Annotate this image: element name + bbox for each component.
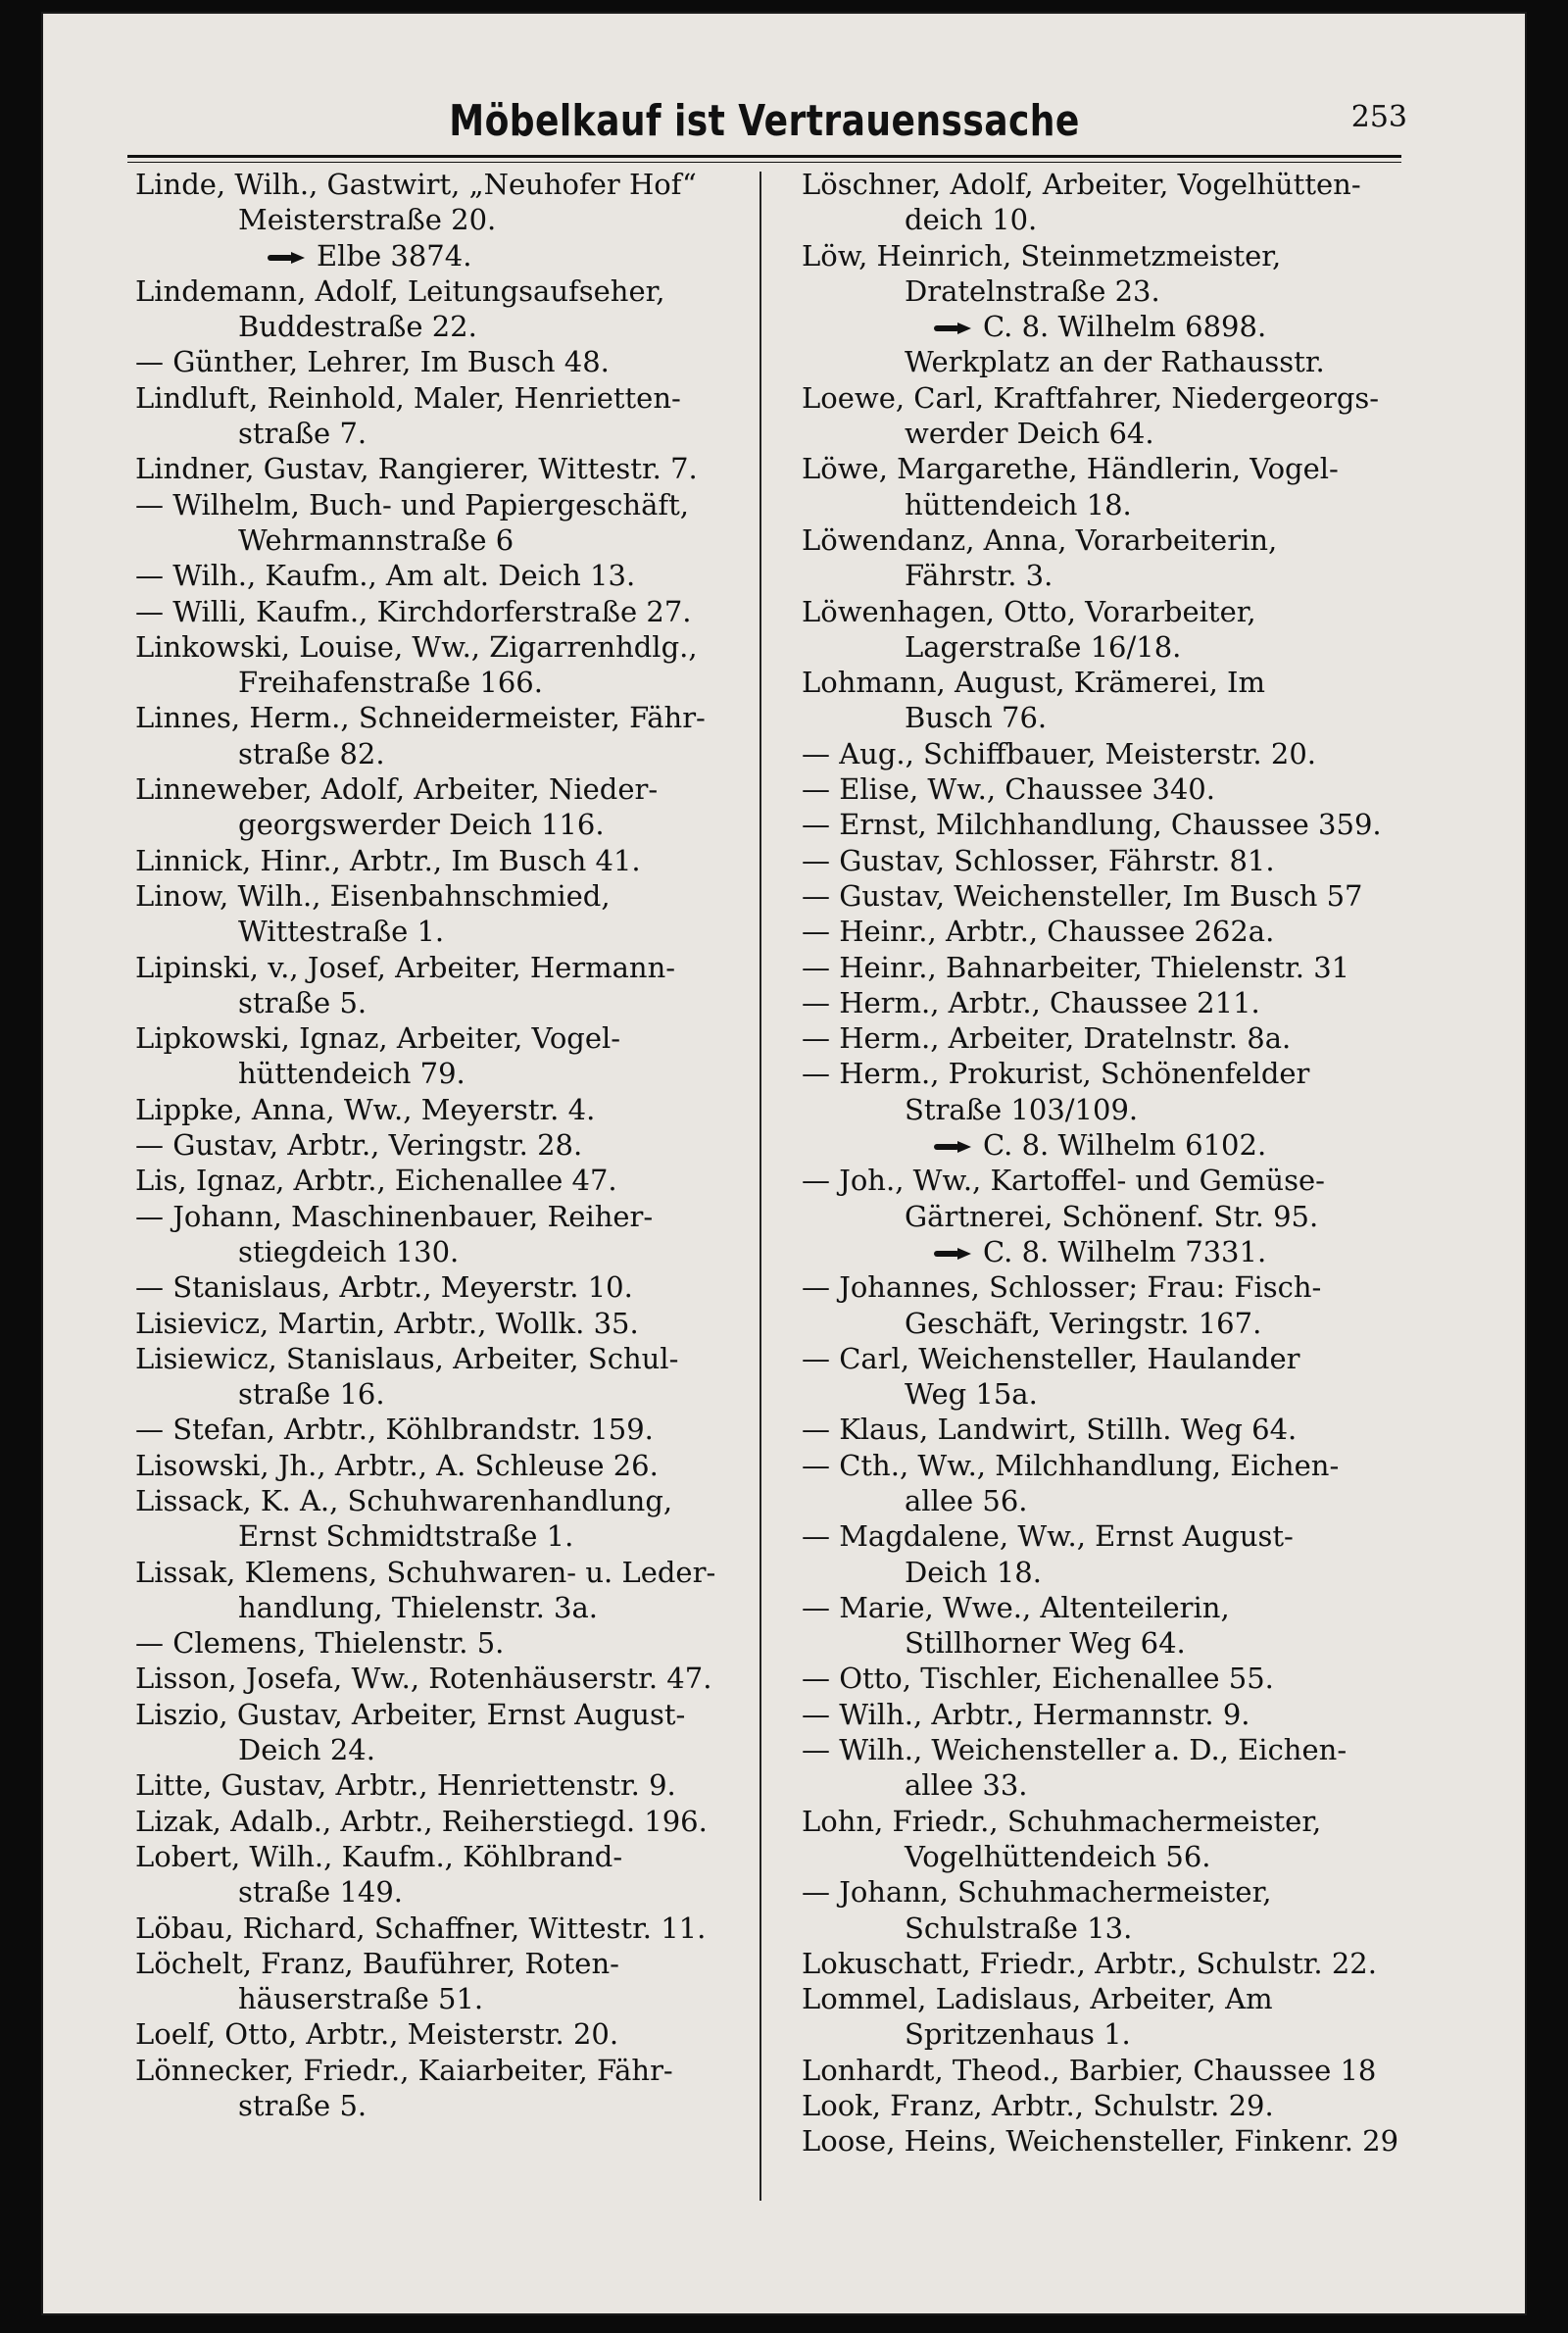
directory-entry <box>802 950 1419 985</box>
entry-text: — Marie, Wwe., Altenteilerin, <box>802 1590 1230 1624</box>
entry-text: Lohn, Friedr., Schuhmachermeister, <box>802 1804 1322 1838</box>
entry-text: Lohmann, August, Krämerei, Im <box>802 666 1265 700</box>
entry-continuation <box>802 700 1419 735</box>
directory-entry <box>802 238 1419 273</box>
entry-continuation <box>802 1767 1419 1803</box>
directory-entry <box>802 167 1419 202</box>
directory-entry <box>135 1163 753 1198</box>
entry-continuation <box>135 914 753 949</box>
entry-text: Linnick, Hinr., Arbtr., Im Busch 41. <box>135 843 641 877</box>
entry-continuation <box>135 1056 753 1091</box>
telephone-icon <box>934 323 973 334</box>
entry-text: Lindluft, Reinhold, Maler, Henrietten- <box>135 380 681 415</box>
entry-continuation <box>802 1555 1419 1590</box>
directory-entry <box>135 1911 753 1946</box>
entry-text: Lommel, Ladislaus, Arbeiter, Am <box>802 1982 1273 2016</box>
entry-text: Linow, Wilh., Eisenbahnschmied, <box>135 878 611 913</box>
directory-entry <box>135 167 753 202</box>
directory-entry <box>135 273 753 309</box>
directory-entry <box>135 380 753 416</box>
directory-entry <box>802 2088 1419 2123</box>
directory-entry <box>135 1092 753 1127</box>
entry-continuation <box>135 202 753 237</box>
directory-entry <box>135 700 753 735</box>
entry-text: — Stanislaus, Arbtr., Meyerstr. 10. <box>135 1270 633 1305</box>
entry-text: allee 33. <box>905 1768 1028 1803</box>
entry-text: — Heinr., Arbtr., Chaussee 262a. <box>802 915 1275 949</box>
directory-entry <box>802 771 1419 807</box>
entry-text: — Willi, Kaufm., Kirchdorferstraße 27. <box>135 594 692 628</box>
page-header <box>127 90 1407 159</box>
entry-text: — Gustav, Arbtr., Veringstr. 28. <box>135 1128 583 1163</box>
directory-entry <box>135 1767 753 1803</box>
directory-entry <box>135 2053 753 2088</box>
entry-text: Vogelhüttendeich 56. <box>905 1839 1211 1873</box>
entry-continuation <box>802 1092 1419 1127</box>
entry-continuation <box>135 985 753 1020</box>
directory-entry <box>135 629 753 665</box>
entry-continuation <box>135 309 753 344</box>
entry-continuation <box>802 273 1419 309</box>
telephone-line <box>135 238 753 273</box>
directory-entry <box>802 1661 1419 1696</box>
directory-entry <box>135 1269 753 1305</box>
entry-continuation <box>135 2088 753 2123</box>
entry-continuation <box>135 1874 753 1910</box>
entry-continuation <box>802 344 1419 379</box>
entry-text: hüttendeich 79. <box>238 1057 466 1091</box>
directory-entry <box>802 1020 1419 1056</box>
entry-text: — Wilh., Arbtr., Hermannstr. 9. <box>802 1697 1250 1731</box>
directory-entry <box>135 1127 753 1163</box>
entry-continuation <box>802 2016 1419 2052</box>
entry-text: Gärtnerei, Schönenf. Str. 95. <box>905 1199 1319 1233</box>
entry-text: — Wilh., Kaufm., Am alt. Deich 13. <box>135 559 636 593</box>
entry-continuation <box>802 202 1419 237</box>
entry-text: — Herm., Arbtr., Chaussee 211. <box>802 985 1260 1019</box>
entry-text: Linneweber, Adolf, Arbeiter, Nieder- <box>135 772 659 807</box>
entry-continuation <box>802 1911 1419 1946</box>
entry-text: werder Deich 64. <box>905 417 1154 451</box>
entry-text: Lisievicz, Martin, Arbtr., Wollk. 35. <box>135 1306 639 1340</box>
telephone-line <box>802 309 1419 344</box>
directory-entry <box>802 914 1419 949</box>
directory-entry <box>802 878 1419 914</box>
entry-text: georgswerder Deich 116. <box>238 808 605 842</box>
directory-entry <box>802 2123 1419 2159</box>
entry-text: — Magdalene, Ww., Ernst August- <box>802 1519 1294 1554</box>
directory-entry <box>802 1732 1419 1767</box>
directory-entry <box>135 1306 753 1341</box>
entry-text: Löwenhagen, Otto, Vorarbeiter, <box>802 594 1256 628</box>
directory-entry <box>802 807 1419 842</box>
entry-text: — Otto, Tischler, Eichenallee 55. <box>802 1662 1274 1696</box>
page-number: 253 <box>1350 100 1407 134</box>
directory-entry <box>802 451 1419 486</box>
entry-text: — Gustav, Schlosser, Fährstr. 81. <box>802 843 1275 877</box>
directory-entry <box>135 1341 753 1376</box>
entry-text: straße 7. <box>238 417 368 451</box>
entry-text: straße 5. <box>238 2089 368 2123</box>
entry-continuation <box>802 1306 1419 1341</box>
entry-text: straße 16. <box>238 1377 385 1412</box>
directory-entry <box>802 380 1419 416</box>
entry-text: Lokuschatt, Friedr., Arbtr., Schulstr. 22. <box>802 1946 1377 1980</box>
entry-continuation <box>802 558 1419 593</box>
entry-continuation <box>135 665 753 700</box>
directory-entry <box>135 950 753 985</box>
directory-entry <box>135 1839 753 1874</box>
entry-continuation <box>802 487 1419 522</box>
directory-entry <box>802 1518 1419 1554</box>
entry-text: Straße 103/109. <box>905 1092 1139 1126</box>
entry-text: Buddestraße 22. <box>238 310 477 344</box>
entry-text: Geschäft, Veringstr. 167. <box>905 1306 1262 1340</box>
entry-text: — Aug., Schiffbauer, Meisterstr. 20. <box>802 736 1316 770</box>
directory-entry <box>802 736 1419 771</box>
directory-entry <box>135 594 753 629</box>
entry-text: straße 82. <box>238 736 385 770</box>
header-rule-thick <box>127 155 1401 158</box>
entry-text: Dratelnstraße 23. <box>905 273 1160 308</box>
entry-continuation <box>135 1732 753 1767</box>
directory-entry <box>802 1874 1419 1910</box>
entry-continuation <box>802 1839 1419 1874</box>
entry-text: Lizak, Adalb., Arbtr., Reiherstiegd. 196. <box>135 1804 708 1838</box>
entry-text: — Ernst, Milchhandlung, Chaussee 359. <box>802 808 1382 842</box>
entry-text: — Gustav, Weichensteller, Im Busch 57 <box>802 878 1363 913</box>
entry-text: — Heinr., Bahnarbeiter, Thielenstr. 31 <box>802 950 1350 984</box>
directory-entry <box>135 487 753 522</box>
directory-entry <box>135 2016 753 2052</box>
entry-text: Look, Franz, Arbtr., Schulstr. 29. <box>802 2089 1274 2123</box>
entry-continuation <box>135 416 753 451</box>
entry-text: stiegdeich 130. <box>238 1234 460 1268</box>
directory-entry <box>135 1804 753 1839</box>
entry-continuation <box>135 1590 753 1625</box>
directory-entry <box>135 451 753 486</box>
entry-text: Lisowski, Jh., Arbtr., A. Schleuse 26. <box>135 1448 659 1482</box>
header-rule-thin <box>127 162 1401 163</box>
entry-text: — Clemens, Thielenstr. 5. <box>135 1626 505 1661</box>
entry-text: Lisson, Josefa, Ww., Rotenhäuserstr. 47. <box>135 1662 712 1696</box>
directory-entry <box>135 1555 753 1590</box>
telephone-line <box>802 1234 1419 1269</box>
entry-text: — Günther, Lehrer, Im Busch 48. <box>135 345 610 379</box>
entry-text: Loelf, Otto, Arbtr., Meisterstr. 20. <box>135 2017 619 2052</box>
entry-text: deich 10. <box>905 203 1038 237</box>
directory-entry <box>135 843 753 878</box>
entry-text: C. 8. Wilhelm 6102. <box>983 1128 1267 1163</box>
directory-entry <box>802 522 1419 558</box>
entry-continuation <box>135 1981 753 2016</box>
directory-entry <box>802 1981 1419 2016</box>
directory-entry <box>802 1697 1419 1732</box>
directory-entry <box>135 1625 753 1661</box>
directory-entry <box>135 1448 753 1483</box>
entry-text: straße 5. <box>238 985 368 1019</box>
entry-text: — Klaus, Landwirt, Stillh. Weg 64. <box>802 1413 1298 1447</box>
entry-continuation <box>135 1518 753 1554</box>
entry-text: — Johannes, Schlosser; Frau: Fisch- <box>802 1270 1322 1305</box>
entry-text: Wittestraße 1. <box>238 915 445 949</box>
entry-continuation <box>802 1199 1419 1234</box>
page-title: Möbelkauf ist Vertrauenssache <box>449 96 1080 146</box>
entry-text: — Johann, Schuhmachermeister, <box>802 1875 1272 1910</box>
directory-entry <box>135 878 753 914</box>
directory-entry <box>135 1199 753 1234</box>
right-column <box>802 167 1419 2159</box>
entry-continuation <box>802 416 1419 451</box>
entry-text: Lagerstraße 16/18. <box>905 629 1182 664</box>
directory-entry <box>802 1804 1419 1839</box>
telephone-icon <box>934 1141 973 1153</box>
entry-text: Lippke, Anna, Ww., Meyerstr. 4. <box>135 1092 596 1126</box>
entry-text: Schulstraße 13. <box>905 1911 1133 1945</box>
directory-entry <box>802 1163 1419 1198</box>
entry-text: Ernst Schmidtstraße 1. <box>238 1519 574 1554</box>
entry-text: C. 8. Wilhelm 7331. <box>983 1234 1267 1268</box>
directory-entry <box>802 1590 1419 1625</box>
directory-entry <box>135 558 753 593</box>
entry-continuation <box>802 1483 1419 1518</box>
entry-text: — Stefan, Arbtr., Köhlbrandstr. 159. <box>135 1413 654 1447</box>
entry-text: — Carl, Weichensteller, Haulander <box>802 1341 1300 1375</box>
entry-text: Fährstr. 3. <box>905 559 1054 593</box>
entry-text: Deich 18. <box>905 1555 1042 1589</box>
entry-continuation <box>802 629 1419 665</box>
entry-text: — Wilh., Weichensteller a. D., Eichen- <box>802 1733 1348 1767</box>
directory-entry <box>802 843 1419 878</box>
entry-text: Lindner, Gustav, Rangierer, Wittestr. 7. <box>135 452 698 486</box>
telephone-line <box>802 1127 1419 1163</box>
directory-entry <box>135 1661 753 1696</box>
entry-text: — Cth., Ww., Milchhandlung, Eichen- <box>802 1448 1340 1482</box>
directory-entry <box>802 594 1419 629</box>
directory-entry <box>802 665 1419 700</box>
directory-entry <box>802 2053 1419 2088</box>
entry-text: Linde, Wilh., Gastwirt, „Neuhofer Hof“ <box>135 168 697 201</box>
entry-continuation <box>135 1376 753 1412</box>
entry-text: Linnes, Herm., Schneidermeister, Fähr- <box>135 701 706 735</box>
directory-entry <box>802 1448 1419 1483</box>
entry-text: Löchelt, Franz, Bauführer, Roten- <box>135 1946 619 1980</box>
entry-text: Wehrmannstraße 6 <box>238 522 514 557</box>
entry-text: Weg 15a. <box>905 1377 1038 1412</box>
entry-text: C. 8. Wilhelm 6898. <box>983 310 1267 344</box>
entry-continuation <box>135 807 753 842</box>
entry-text: häuserstraße 51. <box>238 1982 484 2016</box>
entry-text: Busch 76. <box>905 701 1048 735</box>
directory-entry <box>802 985 1419 1020</box>
entry-text: Lipinski, v., Josef, Arbeiter, Hermann- <box>135 950 676 984</box>
entry-text: Spritzenhaus 1. <box>905 2017 1131 2052</box>
entry-text: handlung, Thielenstr. 3a. <box>238 1590 599 1624</box>
directory-entry <box>135 1946 753 1981</box>
entry-text: Lönnecker, Friedr., Kaiarbeiter, Fähr- <box>135 2053 673 2087</box>
entry-text: Löwe, Margarethe, Händlerin, Vogel- <box>802 452 1339 486</box>
directory-entry <box>802 1946 1419 1981</box>
directory-entry <box>802 1412 1419 1447</box>
entry-text: Deich 24. <box>238 1733 375 1767</box>
entry-text: Lobert, Wilh., Kaufm., Köhlbrand- <box>135 1839 623 1873</box>
entry-text: Loose, Heins, Weichensteller, Finkenr. 29 <box>802 2124 1399 2159</box>
entry-text: Löw, Heinrich, Steinmetzmeister, <box>802 238 1282 273</box>
entry-text: — Herm., Arbeiter, Dratelnstr. 8a. <box>802 1021 1292 1056</box>
entry-text: Meisterstraße 20. <box>238 203 497 237</box>
left-column <box>135 167 753 2123</box>
directory-entry <box>135 1412 753 1447</box>
entry-text: Loewe, Carl, Kraftfahrer, Niedergeorgs- <box>802 380 1380 415</box>
entry-continuation <box>135 736 753 771</box>
entry-text: Lissack, K. A., Schuhwarenhandlung, <box>135 1483 673 1517</box>
entry-text: Lonhardt, Theod., Barbier, Chaussee 18 <box>802 2053 1377 2087</box>
column-divider <box>760 172 761 2201</box>
entry-text: Freihafenstraße 166. <box>238 666 543 700</box>
entry-continuation <box>802 1625 1419 1661</box>
entry-continuation <box>135 1234 753 1269</box>
entry-text: Liszio, Gustav, Arbeiter, Ernst August- <box>135 1697 686 1731</box>
entry-text: hüttendeich 18. <box>905 487 1132 521</box>
entry-text: — Elise, Ww., Chaussee 340. <box>802 772 1215 807</box>
telephone-icon <box>934 1248 973 1260</box>
entry-text: Stillhorner Weg 64. <box>905 1626 1186 1661</box>
entry-text: Lindemann, Adolf, Leitungsaufseher, <box>135 273 665 308</box>
directory-entry <box>802 1056 1419 1091</box>
entry-text: — Joh., Ww., Kartoffel- und Gemüse- <box>802 1164 1325 1198</box>
entry-text: Löwendanz, Anna, Vorarbeiterin, <box>802 522 1278 557</box>
entry-continuation <box>135 522 753 558</box>
telephone-icon <box>268 252 307 264</box>
entry-text: Lisiewicz, Stanislaus, Arbeiter, Schul- <box>135 1341 679 1375</box>
entry-text: — Wilhelm, Buch- und Papiergeschäft, <box>135 487 689 521</box>
directory-entry <box>802 1341 1419 1376</box>
entry-text: Litte, Gustav, Arbtr., Henriettenstr. 9. <box>135 1768 676 1803</box>
entry-continuation <box>802 1376 1419 1412</box>
entry-text: — Johann, Maschinenbauer, Reiher- <box>135 1199 654 1233</box>
directory-entry <box>135 344 753 379</box>
directory-entry <box>135 771 753 807</box>
directory-entry <box>135 1020 753 1056</box>
entry-text: Löbau, Richard, Schaffner, Wittestr. 11. <box>135 1911 707 1945</box>
directory-entry <box>802 1269 1419 1305</box>
entry-text: allee 56. <box>905 1483 1028 1517</box>
entry-text: Linkowski, Louise, Ww., Zigarrenhdlg., <box>135 629 698 664</box>
directory-entry <box>135 1697 753 1732</box>
entry-text: Lipkowski, Ignaz, Arbeiter, Vogel- <box>135 1021 621 1056</box>
entry-text: Elbe 3874. <box>317 238 472 273</box>
entry-text: Lis, Ignaz, Arbtr., Eichenallee 47. <box>135 1164 617 1198</box>
entry-text: straße 149. <box>238 1875 404 1910</box>
directory-entry <box>135 1483 753 1518</box>
entry-text: Lissak, Klemens, Schuhwaren- u. Leder- <box>135 1555 716 1589</box>
entry-text: Werkplatz an der Rathausstr. <box>905 345 1325 379</box>
entry-text: Löschner, Adolf, Arbeiter, Vogelhütten- <box>802 168 1361 201</box>
entry-text: — Herm., Prokurist, Schönenfelder <box>802 1057 1310 1091</box>
